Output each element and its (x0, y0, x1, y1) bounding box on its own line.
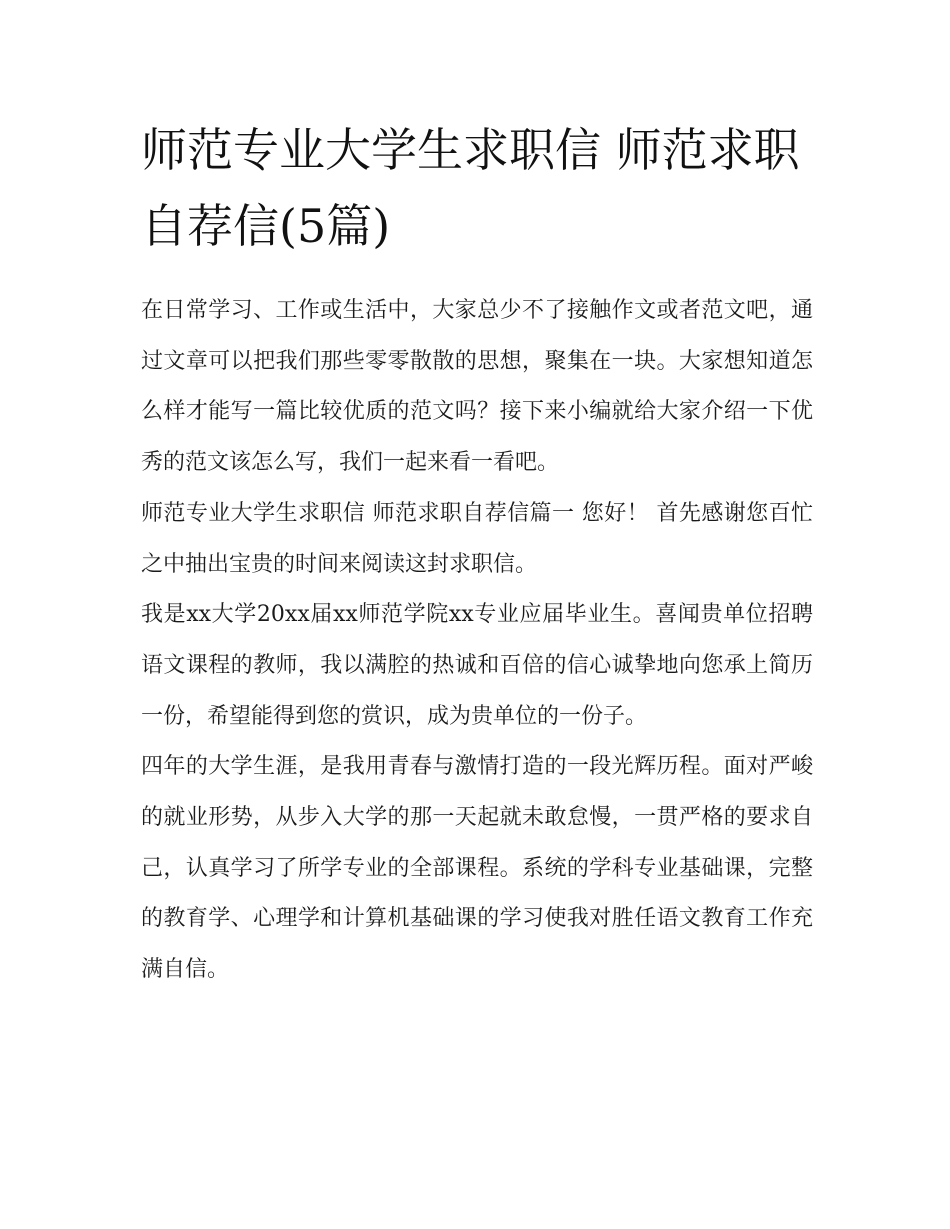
paragraph-greeting: 师范专业大学生求职信 师范求职自荐信篇一 您好！ 首先感谢您百忙之中抽出宝贵的时间来阅读这封求职信。 (141, 500, 813, 577)
paragraph-self-introduction: 我是xx大学20xx届xx师范学院xx专业应届毕业生。喜闻贵单位招聘语文课程的教师，我以满腔的热诚和百倍的信心诚挚地向您承上简历一份，希望能得到您的赏识，成为贵单位的一份子。 (141, 602, 813, 729)
document-title: 师范专业大学生求职信 师范求职自荐信(5篇) (141, 123, 800, 253)
paragraph-university-life: 四年的大学生涯，是我用青春与激情打造的一段光辉历程。面对严峻的就业形势，从步入大学的那一天起就未敢怠慢，一贯严格的要求自己，认真学习了所学专业的全部课程。系统的学科专业基础课，完整的教育学、心理学和计算机基础课的学习使我对胜任语文教育工作充满自信。 (141, 754, 813, 983)
document-content (141, 112, 813, 996)
document-body (141, 286, 813, 996)
paragraph-intro: 在日常学习、工作或生活中，大家总少不了接触作文或者范文吧，通过文章可以把我们那些零零散散的思想，聚集在一块。大家想知道怎么样才能写一篇比较优质的范文吗？接下来小编就给大家介绍一下优秀的范文该怎么写，我们一起来看一看吧。 (141, 298, 813, 476)
